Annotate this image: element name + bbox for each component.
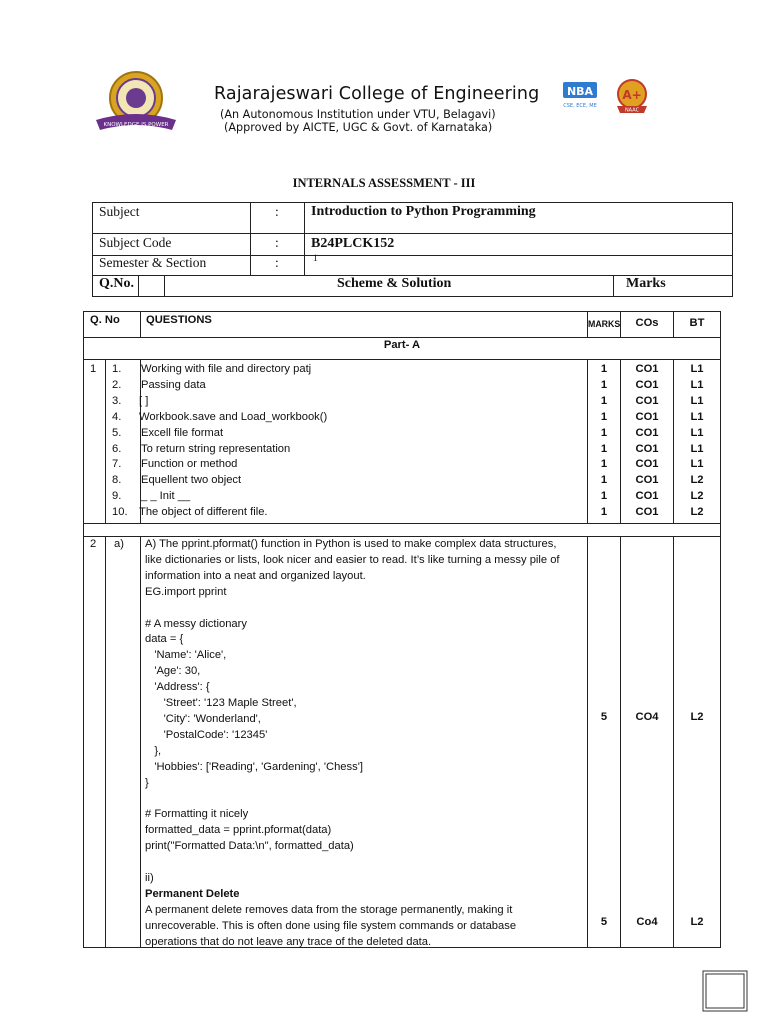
bt-value: L1	[690, 378, 704, 391]
item-number: 1.	[112, 363, 122, 375]
page-corner-box	[702, 970, 748, 1012]
item-number: 6.	[112, 442, 122, 455]
bt-value: L1	[690, 426, 704, 439]
header-bt: BT	[689, 317, 705, 329]
item-number: 3.	[112, 394, 122, 407]
header-qno: Q. No	[90, 314, 120, 326]
bt-value: L2	[690, 506, 704, 519]
marks-value: 1	[600, 458, 608, 471]
answer-line: information into a neat and organized layout.	[145, 569, 366, 582]
qno-label: Q.No.	[99, 276, 134, 291]
answer-line: }	[145, 776, 149, 789]
co-value: CO4	[635, 711, 659, 723]
subject-code-value: B24PLCK152	[311, 236, 395, 251]
svg-text:NAAC: NAAC	[624, 107, 640, 114]
item-answer: Function or method	[141, 458, 238, 471]
subject-value: Introduction to Python Programming	[311, 204, 536, 219]
item-number: 4.	[112, 410, 122, 423]
item-number: 10.	[112, 506, 128, 519]
bt-value: L1	[690, 363, 704, 375]
co-value: CO1	[635, 490, 659, 503]
answer-line: 'Age': 30,	[145, 665, 201, 678]
item-answer: Equellent two object	[141, 474, 242, 487]
item-answer: The object of different file.	[139, 506, 268, 519]
answer-line: formatted_data = pprint.pformat(data)	[145, 824, 332, 837]
marks-value: 1	[600, 378, 608, 391]
co-value: CO1	[635, 458, 659, 471]
bt-value: L2	[690, 916, 704, 928]
answer-line: data = {	[145, 633, 184, 646]
answer-table	[83, 311, 721, 948]
item-answer: _ _ Init __	[141, 490, 191, 503]
bt-value: L1	[690, 442, 704, 455]
scheme-label: Scheme & Solution	[337, 276, 452, 291]
answer-line: print("Formatted Data:\n", formatted_data)	[145, 840, 354, 853]
bt-value: L1	[690, 458, 704, 471]
item-number: 5.	[112, 426, 122, 439]
item-answer: To return string representation	[141, 442, 291, 455]
colon: :	[275, 255, 279, 270]
colon: :	[275, 235, 279, 250]
co-value: CO1	[635, 394, 659, 407]
item-number: 2.	[112, 378, 122, 391]
svg-text:CSE, ECE, ME: CSE, ECE, ME	[563, 103, 597, 109]
item-answer: Working with file and directory patj	[141, 363, 312, 375]
answer-line: 'Hobbies': ['Reading', 'Gardening', 'Chess']	[145, 760, 363, 773]
nba-logo	[561, 80, 599, 110]
co-value: Co4	[636, 916, 658, 928]
subject-info-table	[92, 202, 733, 297]
svg-text:A+: A+	[622, 88, 642, 102]
marks-value: 1	[600, 363, 608, 375]
answer-line: like dictionaries or lists, look nicer and easier to read. It’s like turning a messy pile of	[145, 553, 560, 566]
subject-label: Subject	[99, 204, 140, 219]
bt-value: L1	[690, 410, 704, 423]
marks-value: 5	[600, 916, 608, 928]
naac-logo	[611, 78, 653, 114]
subject-code-label: Subject Code	[99, 235, 172, 250]
item-answer: Passing data	[141, 378, 206, 391]
assessment-title: INTERNALS ASSESSMENT - III	[292, 176, 476, 190]
co-value: CO1	[635, 506, 659, 519]
college-logo	[92, 70, 180, 134]
college-approval: (Approved by AICTE, UGC & Govt. of Karnataka)	[224, 121, 493, 134]
question-number: 1	[90, 363, 97, 375]
marks-value: 1	[600, 442, 608, 455]
answer-line: EG.import pprint	[145, 585, 227, 598]
item-number: 9.	[112, 490, 122, 503]
co-value: CO1	[635, 426, 659, 439]
marks-value: 5	[600, 711, 608, 723]
marks-value: 1	[600, 426, 608, 439]
marks-value: 1	[600, 506, 608, 519]
bt-value: L2	[690, 474, 704, 487]
bt-value: L2	[690, 490, 704, 503]
svg-text:KNOWLEDGE IS POWER: KNOWLEDGE IS POWER	[103, 122, 169, 128]
answer-line: A) The pprint.pformat() function in Python is used to make complex data structures,	[145, 538, 557, 550]
item-answer: Excell file format	[141, 426, 224, 439]
marks-value: 1	[600, 410, 608, 423]
semester-label: Semester & Section	[99, 255, 207, 270]
part-a-label: Part- A	[383, 339, 421, 351]
item-number: 7.	[112, 458, 122, 471]
bt-value: L2	[690, 711, 704, 723]
bt-value: L1	[690, 394, 704, 407]
svg-text:NBA: NBA	[566, 85, 594, 98]
answer-line: 'Address': {	[145, 681, 210, 694]
question-number: 2	[90, 538, 97, 550]
item-answer: [ ]	[139, 394, 149, 407]
answer-line: 'Street': '123 Maple Street',	[145, 697, 297, 709]
co-value: CO1	[635, 474, 659, 487]
answer-line: 'PostalCode': '12345'	[145, 728, 268, 741]
answer-line: operations that do not leave any trace of the deleted data.	[145, 935, 432, 948]
marks-value: 1	[600, 474, 608, 487]
answer-line: 'City': 'Wonderland',	[145, 712, 261, 725]
answer-line: ii)	[145, 871, 154, 884]
header-marks: MARKS	[588, 319, 621, 329]
colon: :	[275, 204, 279, 219]
marks-value: 1	[600, 490, 608, 503]
semester-value: 1	[313, 254, 318, 264]
answer-line: # Formatting it nicely	[145, 808, 249, 821]
college-name: Rajarajeswari College of Engineering	[214, 84, 540, 104]
answer-line: A permanent delete removes data from the storage permanently, making it	[145, 903, 513, 916]
co-value: CO1	[635, 442, 659, 455]
college-affiliation: (An Autonomous Institution under VTU, Belagavi)	[220, 108, 496, 121]
co-value: CO1	[635, 410, 659, 423]
answer-line: 'Name': 'Alice',	[145, 649, 227, 662]
marks-label: Marks	[626, 276, 666, 291]
marks-value: 1	[600, 394, 608, 407]
header-cos: COs	[635, 317, 659, 329]
sub-question-label: a)	[114, 538, 124, 550]
answer-line: },	[145, 744, 162, 757]
answer-line: # A messy dictionary	[145, 617, 247, 630]
permanent-delete-title: Permanent Delete	[145, 887, 240, 900]
item-answer: Workbook.save and Load_workbook()	[139, 410, 328, 423]
answer-line: unrecoverable. This is often done using file system commands or database	[145, 919, 517, 932]
co-value: CO1	[635, 378, 659, 391]
co-value: CO1	[635, 363, 659, 375]
item-number: 8.	[112, 474, 122, 487]
header-questions: QUESTIONS	[146, 314, 212, 326]
